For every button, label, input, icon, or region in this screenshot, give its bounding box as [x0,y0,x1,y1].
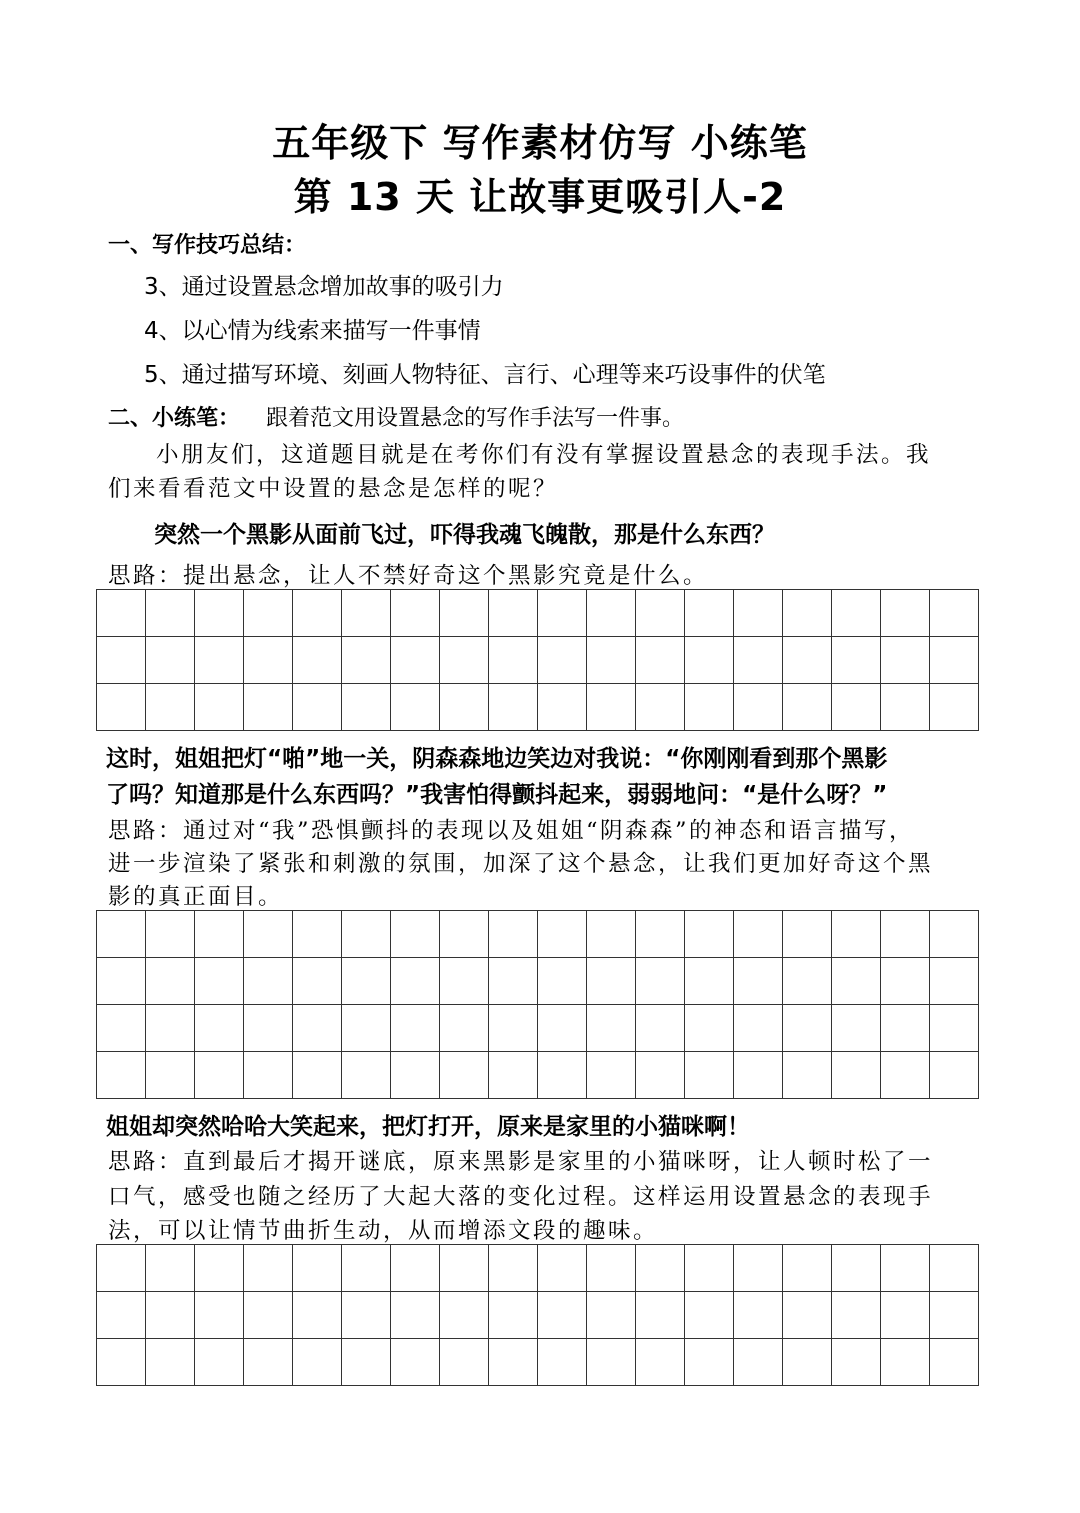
grid-cell[interactable] [342,1245,391,1292]
grid-cell[interactable] [783,1245,832,1292]
grid-cell[interactable] [146,1005,195,1052]
grid-cell[interactable] [293,1339,342,1386]
grid-cell[interactable] [97,1052,146,1099]
grid-cell[interactable] [391,958,440,1005]
grid-cell[interactable] [146,684,195,731]
grid-cell[interactable] [832,1339,881,1386]
grid-cell[interactable] [734,1245,783,1292]
grid-cell[interactable] [440,1245,489,1292]
grid-cell[interactable] [440,1339,489,1386]
grid-row [97,958,979,1005]
grid-cell[interactable] [342,1292,391,1339]
grid-cell[interactable] [587,1339,636,1386]
grid-cell[interactable] [783,637,832,684]
writing-grid-3[interactable] [96,1244,979,1386]
excerpt-1-analysis: 思路：提出悬念，让人不禁好奇这个黑影究竟是什么。 [108,563,709,589]
grid-cell[interactable] [293,637,342,684]
grid-cell[interactable] [538,1292,587,1339]
grid-cell[interactable] [587,1292,636,1339]
grid-cell[interactable] [440,637,489,684]
excerpt-3-analysis-line: 口气，感受也随之经历了大起大落的变化过程。这样运用设置悬念的表现手 [108,1184,934,1210]
grid-cell[interactable] [734,958,783,1005]
grid-cell[interactable] [587,1005,636,1052]
intro-line: 们来看看范文中设置的悬念是怎样的呢？ [108,476,559,502]
intro-line: 小朋友们，这道题目就是在考你们有没有掌握设置悬念的表现手法。我 [156,442,932,468]
grid-cell[interactable] [685,911,734,958]
excerpt-2-text-line: 了吗？知道那是什么东西吗？”我害怕得颤抖起来，弱弱地问：“是什么呀？” [106,782,888,808]
grid-cell[interactable] [489,911,538,958]
grid-cell[interactable] [293,1245,342,1292]
grid-row [97,590,979,637]
grid-cell[interactable] [587,958,636,1005]
grid-cell[interactable] [293,1292,342,1339]
grid-cell[interactable] [881,590,930,637]
grid-cell[interactable] [685,684,734,731]
grid-cell[interactable] [734,1005,783,1052]
grid-cell[interactable] [391,1339,440,1386]
grid-cell[interactable] [440,911,489,958]
grid-cell[interactable] [293,1052,342,1099]
writing-grid-2[interactable] [96,910,979,1099]
grid-cell[interactable] [832,590,881,637]
grid-cell[interactable] [930,911,979,958]
grid-cell[interactable] [832,1245,881,1292]
grid-cell[interactable] [881,1052,930,1099]
grid-cell[interactable] [832,684,881,731]
grid-cell[interactable] [440,1052,489,1099]
grid-cell[interactable] [734,590,783,637]
grid-row [97,684,979,731]
section2-task: 跟着范文用设置悬念的写作手法写一件事。 [266,406,685,431]
grid-cell[interactable] [293,1005,342,1052]
grid-cell[interactable] [342,1339,391,1386]
grid-cell[interactable] [195,1339,244,1386]
grid-cell[interactable] [881,684,930,731]
grid-cell[interactable] [587,1052,636,1099]
grid-cell[interactable] [783,958,832,1005]
grid-cell[interactable] [685,1005,734,1052]
grid-cell[interactable] [195,911,244,958]
grid-cell[interactable] [685,1339,734,1386]
grid-cell[interactable] [538,958,587,1005]
grid-cell[interactable] [342,590,391,637]
grid-cell[interactable] [685,1245,734,1292]
grid-cell[interactable] [783,1339,832,1386]
grid-cell[interactable] [440,590,489,637]
page-title: 五年级下 写作素材仿写 小练笔 [272,121,808,165]
grid-cell[interactable] [930,590,979,637]
grid-cell[interactable] [97,1005,146,1052]
grid-cell[interactable] [195,1005,244,1052]
grid-cell[interactable] [636,1005,685,1052]
grid-cell[interactable] [489,637,538,684]
grid-cell[interactable] [97,637,146,684]
grid-cell[interactable] [244,1339,293,1386]
grid-cell[interactable] [293,911,342,958]
grid-cell[interactable] [636,590,685,637]
grid-cell[interactable] [146,1339,195,1386]
grid-cell[interactable] [783,911,832,958]
grid-cell[interactable] [97,958,146,1005]
excerpt-3-text: 姐姐却突然哈哈大笑起来，把灯打开，原来是家里的小猫咪啊！ [106,1114,750,1140]
grid-cell[interactable] [881,958,930,1005]
grid-cell[interactable] [244,1292,293,1339]
writing-grid-1[interactable] [96,589,979,731]
grid-cell[interactable] [930,1052,979,1099]
grid-cell[interactable] [930,1005,979,1052]
page-subtitle: 第 13 天 让故事更吸引人-2 [293,175,787,219]
grid-cell[interactable] [97,911,146,958]
excerpt-3-analysis-line: 思路：直到最后才揭开谜底，原来黑影是家里的小猫咪呀，让人顿时松了一 [108,1149,934,1175]
grid-cell[interactable] [832,637,881,684]
grid-cell[interactable] [930,1339,979,1386]
grid-cell[interactable] [832,911,881,958]
grid-cell[interactable] [195,1052,244,1099]
grid-cell[interactable] [391,1245,440,1292]
grid-cell[interactable] [146,637,195,684]
grid-cell[interactable] [391,637,440,684]
grid-cell[interactable] [636,1245,685,1292]
grid-cell[interactable] [293,590,342,637]
grid-cell[interactable] [97,1245,146,1292]
grid-row [97,1052,979,1099]
grid-cell[interactable] [587,637,636,684]
grid-row [97,1339,979,1386]
grid-cell[interactable] [685,1052,734,1099]
grid-cell[interactable] [734,637,783,684]
grid-cell[interactable] [783,590,832,637]
grid-cell[interactable] [636,637,685,684]
grid-cell[interactable] [342,637,391,684]
grid-cell[interactable] [881,1005,930,1052]
grid-cell[interactable] [97,684,146,731]
technique-item: 3、通过设置悬念增加故事的吸引力 [144,274,504,300]
excerpt-2-analysis-line: 思路：通过对“我”恐惧颤抖的表现以及姐姐“阴森森”的神态和语言描写， [108,818,915,844]
grid-cell[interactable] [440,1005,489,1052]
grid-cell[interactable] [489,958,538,1005]
grid-cell[interactable] [146,958,195,1005]
grid-cell[interactable] [881,911,930,958]
grid-cell[interactable] [930,684,979,731]
grid-cell[interactable] [489,684,538,731]
grid-row [97,911,979,958]
grid-cell[interactable] [636,684,685,731]
grid-cell[interactable] [244,911,293,958]
grid-cell[interactable] [538,590,587,637]
grid-cell[interactable] [832,1292,881,1339]
technique-item: 5、通过描写环境、刻画人物特征、言行、心理等来巧设事件的伏笔 [144,362,826,388]
grid-cell[interactable] [244,590,293,637]
grid-cell[interactable] [930,1292,979,1339]
grid-cell[interactable] [391,911,440,958]
grid-cell[interactable] [195,1292,244,1339]
grid-cell[interactable] [636,1339,685,1386]
grid-cell[interactable] [685,590,734,637]
grid-cell[interactable] [930,958,979,1005]
excerpt-2-analysis-line: 影的真正面目。 [108,884,284,910]
grid-cell[interactable] [391,1005,440,1052]
grid-cell[interactable] [783,1005,832,1052]
grid-cell[interactable] [146,590,195,637]
grid-cell[interactable] [783,1052,832,1099]
grid-cell[interactable] [881,1245,930,1292]
grid-cell[interactable] [342,958,391,1005]
excerpt-2-text-line: 这时，姐姐把灯“啪”地一关，阴森森地边笑边对我说：“你刚刚看到那个黑影 [106,746,888,772]
grid-cell[interactable] [538,1052,587,1099]
grid-cell[interactable] [881,1292,930,1339]
grid-cell[interactable] [195,958,244,1005]
grid-cell[interactable] [244,684,293,731]
grid-cell[interactable] [195,637,244,684]
grid-row [97,1005,979,1052]
grid-cell[interactable] [342,1052,391,1099]
grid-cell[interactable] [538,1005,587,1052]
grid-cell[interactable] [734,911,783,958]
grid-cell[interactable] [881,637,930,684]
excerpt-3-analysis-line: 法，可以让情节曲折生动，从而增添文段的趣味。 [108,1218,659,1244]
grid-cell[interactable] [342,911,391,958]
grid-cell[interactable] [244,1005,293,1052]
grid-cell[interactable] [832,1005,881,1052]
grid-cell[interactable] [195,1245,244,1292]
grid-cell[interactable] [244,1052,293,1099]
grid-cell[interactable] [734,1052,783,1099]
grid-cell[interactable] [146,1292,195,1339]
grid-row [97,1292,979,1339]
grid-row [97,637,979,684]
grid-cell[interactable] [391,1052,440,1099]
grid-cell[interactable] [342,1005,391,1052]
grid-cell[interactable] [636,911,685,958]
grid-cell[interactable] [293,684,342,731]
grid-cell[interactable] [489,1052,538,1099]
grid-cell[interactable] [685,637,734,684]
grid-cell[interactable] [440,958,489,1005]
grid-cell[interactable] [97,590,146,637]
technique-item: 4、以心情为线索来描写一件事情 [144,318,481,344]
grid-cell[interactable] [244,958,293,1005]
grid-cell[interactable] [97,1292,146,1339]
grid-cell[interactable] [930,1245,979,1292]
grid-cell[interactable] [587,1245,636,1292]
grid-cell[interactable] [244,1245,293,1292]
grid-cell[interactable] [391,684,440,731]
grid-cell[interactable] [587,590,636,637]
grid-cell[interactable] [636,1292,685,1339]
grid-cell[interactable] [538,911,587,958]
grid-cell[interactable] [489,590,538,637]
grid-cell[interactable] [587,684,636,731]
grid-cell[interactable] [538,1245,587,1292]
grid-cell[interactable] [342,684,391,731]
grid-cell[interactable] [489,1339,538,1386]
grid-cell[interactable] [783,1292,832,1339]
grid-cell[interactable] [881,1339,930,1386]
grid-cell[interactable] [195,684,244,731]
grid-cell[interactable] [391,590,440,637]
grid-cell[interactable] [685,1292,734,1339]
grid-cell[interactable] [440,1292,489,1339]
excerpt-2-analysis-line: 进一步渲染了紧张和刺激的氛围，加深了这个悬念，让我们更加好奇这个黑 [108,851,934,877]
grid-cell[interactable] [636,958,685,1005]
grid-cell[interactable] [440,684,489,731]
grid-cell[interactable] [636,1052,685,1099]
grid-cell[interactable] [783,684,832,731]
grid-cell[interactable] [734,1292,783,1339]
grid-cell[interactable] [293,958,342,1005]
grid-row [97,1245,979,1292]
grid-cell[interactable] [734,1339,783,1386]
grid-cell[interactable] [146,1245,195,1292]
grid-cell[interactable] [489,1005,538,1052]
grid-cell[interactable] [930,637,979,684]
grid-cell[interactable] [734,684,783,731]
grid-cell[interactable] [538,637,587,684]
grid-cell[interactable] [685,958,734,1005]
grid-cell[interactable] [195,590,244,637]
excerpt-1-text: 突然一个黑影从面前飞过，吓得我魂飞魄散，那是什么东西？ [154,522,775,548]
grid-cell[interactable] [489,1245,538,1292]
grid-cell[interactable] [244,637,293,684]
grid-cell[interactable] [97,1339,146,1386]
grid-cell[interactable] [146,1052,195,1099]
section2-heading: 二、小练笔： [108,406,241,431]
grid-cell[interactable] [146,911,195,958]
grid-cell[interactable] [832,958,881,1005]
grid-cell[interactable] [538,1339,587,1386]
grid-cell[interactable] [832,1052,881,1099]
grid-cell[interactable] [587,911,636,958]
grid-cell[interactable] [391,1292,440,1339]
grid-cell[interactable] [489,1292,538,1339]
section1-heading: 一、写作技巧总结： [108,233,307,258]
grid-cell[interactable] [538,684,587,731]
